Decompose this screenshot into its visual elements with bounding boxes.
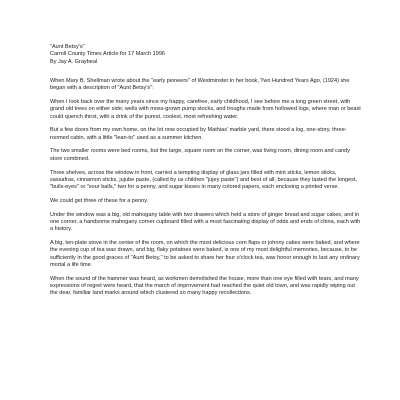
paragraph-stove: A big, ten-plate stove in the center of the room, on which the most delicious corn flaps or johnny cakes were baked, and where the evening cup of tea was drawn, and big, flaky potatoes were baked, is one of my most delightful memories, because, to be sufficiently in the good graces of "Aunt Betsy," to be asked to share her four o'clock tea, was honor enough to last any ordinary mortal a life time. — [50, 240, 360, 269]
paragraph-memories: When I look back over the many years since my happy, carefree, early childhood, I see before me a long green street, with grand old trees on either side; wells with moss-grown pump stocks, and troughs made from hollowed logs, where man or beast could quench thirst, with a drink of the purest, coolest, most refreshing water. — [50, 98, 361, 120]
article-byline: By Jay A. Graybeal — [50, 58, 98, 65]
paragraph-rooms: The two smaller rooms were bed rooms, but the large, square room on the corner, was living room, dining room and candy store combined. — [50, 148, 350, 162]
article-title: "Aunt Betsy's" — [50, 44, 85, 50]
paragraph-cabin: But a few doors from my own home, on the lot now occupied by Mathias' marble yard, there stood a log, one-story, three-roomed cabin, with a little "lean-to" used as a summer kitchen. — [50, 127, 347, 141]
paragraph-table: Under the window was a big, old mahogany table with two drawers which held a store of ginger bread and sugar cakes, and in one corner, a handsome mahogany corner cupboard filled with a most fascinating display of odds and ends of china, each with a history. — [50, 211, 361, 233]
paragraph-hammer: When the sound of the hammer was heard, as workmen demolished the house, more than one eye filled with tears, and many expressions of regret were heard, that the march of improvement had reached the quiet old town, and was rapidly wiping out the dear, familiar land marks around which clustered so many happy recollections. — [50, 275, 359, 297]
paragraph-shelves: Three shelves, across the window in front, carried a tempting display of glass jars filled with mint sticks, lemon sticks, sassafras, cinnamon sticks, jujube paste, (called by us children "jujey paste") and best of all, because they lasted the longest, "bulls-eyes" or "sour balls," two for a penny, and sugar kisses in many colored papers, each enclosing a printed verse. — [50, 169, 358, 191]
article-header — [50, 44, 362, 66]
article-source: Carroll County Times Article for 17 March 1996 — [50, 51, 165, 58]
paragraph-penny: We could get three of these for a penny. — [50, 197, 149, 204]
paragraph-intro: When Mary B. Shellman wrote about the "early pioneers" of Westminster in her book, Two Hundred Years Ago, (1924) she began with a description of "Aunt Betsy's": — [50, 77, 350, 92]
document-page — [50, 44, 362, 400]
